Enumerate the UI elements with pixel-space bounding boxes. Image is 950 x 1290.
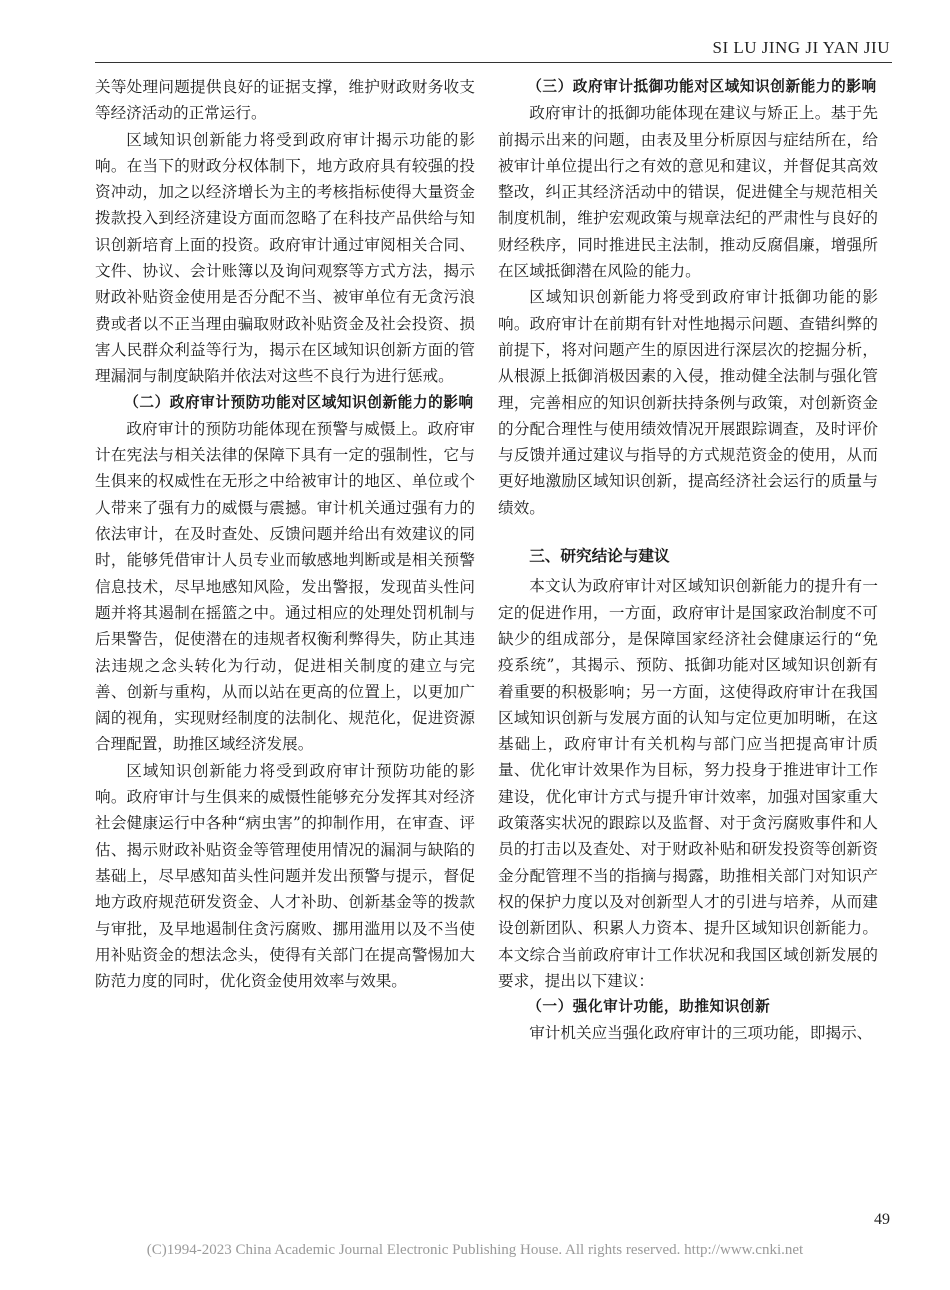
- paragraph: 区域知识创新能力将受到政府审计揭示功能的影响。在当下的财政分权体制下，地方政府具有较强的投资冲动，加之以经济增长为主的考核指标使得大量资金拨款投入到经济建设方面而忽略了在科技产品供给与知识创新培育上面的投资。政府审计通过审阅相关合同、文件、协议、会计账簿以及询问观察等方式方法，揭示财政补贴资金使用是否分配不当、被审单位有无贪污浪费或者以不正当理由骗取财政补贴资金及社会投资、损害人民群众利益等行为，揭示在区域知识创新方面的管理漏洞与制度缺陷并依法对这些不良行为进行惩戒。: [95, 130, 475, 386]
- header-rule: [95, 62, 892, 63]
- section-heading: 三、研究结论与建议: [529, 546, 670, 566]
- paragraph: 区域知识创新能力将受到政府审计预防功能的影响。政府审计与生俱来的威慑性能够充分发挥其对经济社会健康运行中各种“病虫害”的抑制作用，在审查、评估、揭示财政补贴资金等管理使用情况的漏洞与缺陷的基础上，尽早感知苗头性问题并发出预警与提示，督促地方政府规范研发资金、人才补助、创新基金等的拨款与审批，及早地遏制住贪污腐败、挪用滥用以及不当使用补贴资金的想法念头，使得有关部门在提高警惕加大防范力度的同时，优化资金使用效率与效果。: [95, 761, 475, 991]
- paragraph: 区域知识创新能力将受到政府审计抵御功能的影响。政府审计在前期有针对性地揭示问题、查错纠弊的前提下，将对问题产生的原因进行深层次的挖掘分析，从根源上抵御消极因素的入侵，推动健全法制与强化管理，完善相应的知识创新扶持条例与政策，对创新资金的分配合理性与使用绩效情况开展跟踪调查，及时评价与反馈并通过建议与指导的方式规范资金的使用，从而更好地激励区域知识创新，提高经济社会运行的质量与绩效。: [498, 288, 878, 517]
- copyright-footer: (C)1994-2023 China Academic Journal Electronic Publishing House. All rights reserved. http://www.cnki.net: [146, 1242, 804, 1258]
- paragraph: 本文认为政府审计对区域知识创新能力的提升有一定的促进作用，一方面，政府审计是国家政治制度不可缺少的组成部分，是保障国家经济社会健康运行的“免疫系统”，其揭示、预防、抵御功能对区域知识创新有着重要的积极影响；另一方面，这使得政府审计在我国区域知识创新与发展方面的认知与定位更加明晰，在这基础上，政府审计有关机构与部门应当把提高审计质量、优化审计效果作为目标，努力投身于推进审计工作建设，优化审计方式与提升审计效率，加强对国家重大政策落实状况的跟踪以及监督、对于贪污腐败事件和人员的打击以及查处、对于财政补贴和研发投资等创新资金分配管理不当的指摘与揭露，助推相关部门对知识产权的保护力度以及对创新型人才的引进与培养，从而建设创新团队、积累人力资本、提升区域知识创新能力。本文综合当前政府审计工作状况和我国区域创新发展的要求，提出以下建议：: [498, 577, 878, 990]
- right-column: [498, 74, 878, 1047]
- paragraph: 审计机关应当强化政府审计的三项功能，即揭示、: [529, 1024, 873, 1043]
- paragraph: 关等处理问题提供良好的证据支撑，维护财政财务收支等经济活动的正常运行。: [95, 78, 475, 123]
- paragraph: 政府审计的预防功能体现在预警与威慑上。政府审计在宪法与相关法律的保障下具有一定的强制性，它与生俱来的权威性在无形之中给被审计的地区、单位或个人带来了强有力的威慑与震撼。审计机关通过强有力的依法审计，在及时查处、反馈问题并给出有效建议的同时，能够凭借审计人员专业而敏感地判断或是相关预警信息技术，尽早地感知风险，发出警报，发现苗头性问题并将其遏制在摇篮之中。通过相应的处理处罚机制与后果警告，促使潜在的违规者权衡利弊得失，防止其违法违规之念头转化为行动，促进相关制度的建立与完善、创新与重构，从而以站在更高的位置上，以更加广阔的视角，实现财经制度的法制化、规范化，促进资源合理配置，助推区域经济发展。: [95, 419, 475, 754]
- page-number: 49: [874, 1211, 890, 1228]
- paragraph: 政府审计的抵御功能体现在建议与矫正上。基于先前揭示出来的问题，由表及里分析原因与症结所在，给被审计单位提出行之有效的意见和建议，并督促其高效整改，纠正其经济活动中的错误，促进健全与规范相关制度机制，维护宏观政策与规章法纪的严肃性与良好的财经秩序，同时推进民主法制，推动反腐倡廉，增强所在区域抵御潜在风险的能力。: [498, 104, 878, 281]
- left-column: [95, 74, 475, 994]
- subsection-heading: （三）政府审计抵御功能对区域知识创新能力的影响: [527, 78, 877, 95]
- subsection-heading: （二）政府审计预防功能对区域知识创新能力的影响: [124, 393, 474, 411]
- subsection-heading: （一）强化审计功能，助推知识创新: [527, 998, 771, 1016]
- running-head: SI LU JING JI YAN JIU: [712, 38, 890, 57]
